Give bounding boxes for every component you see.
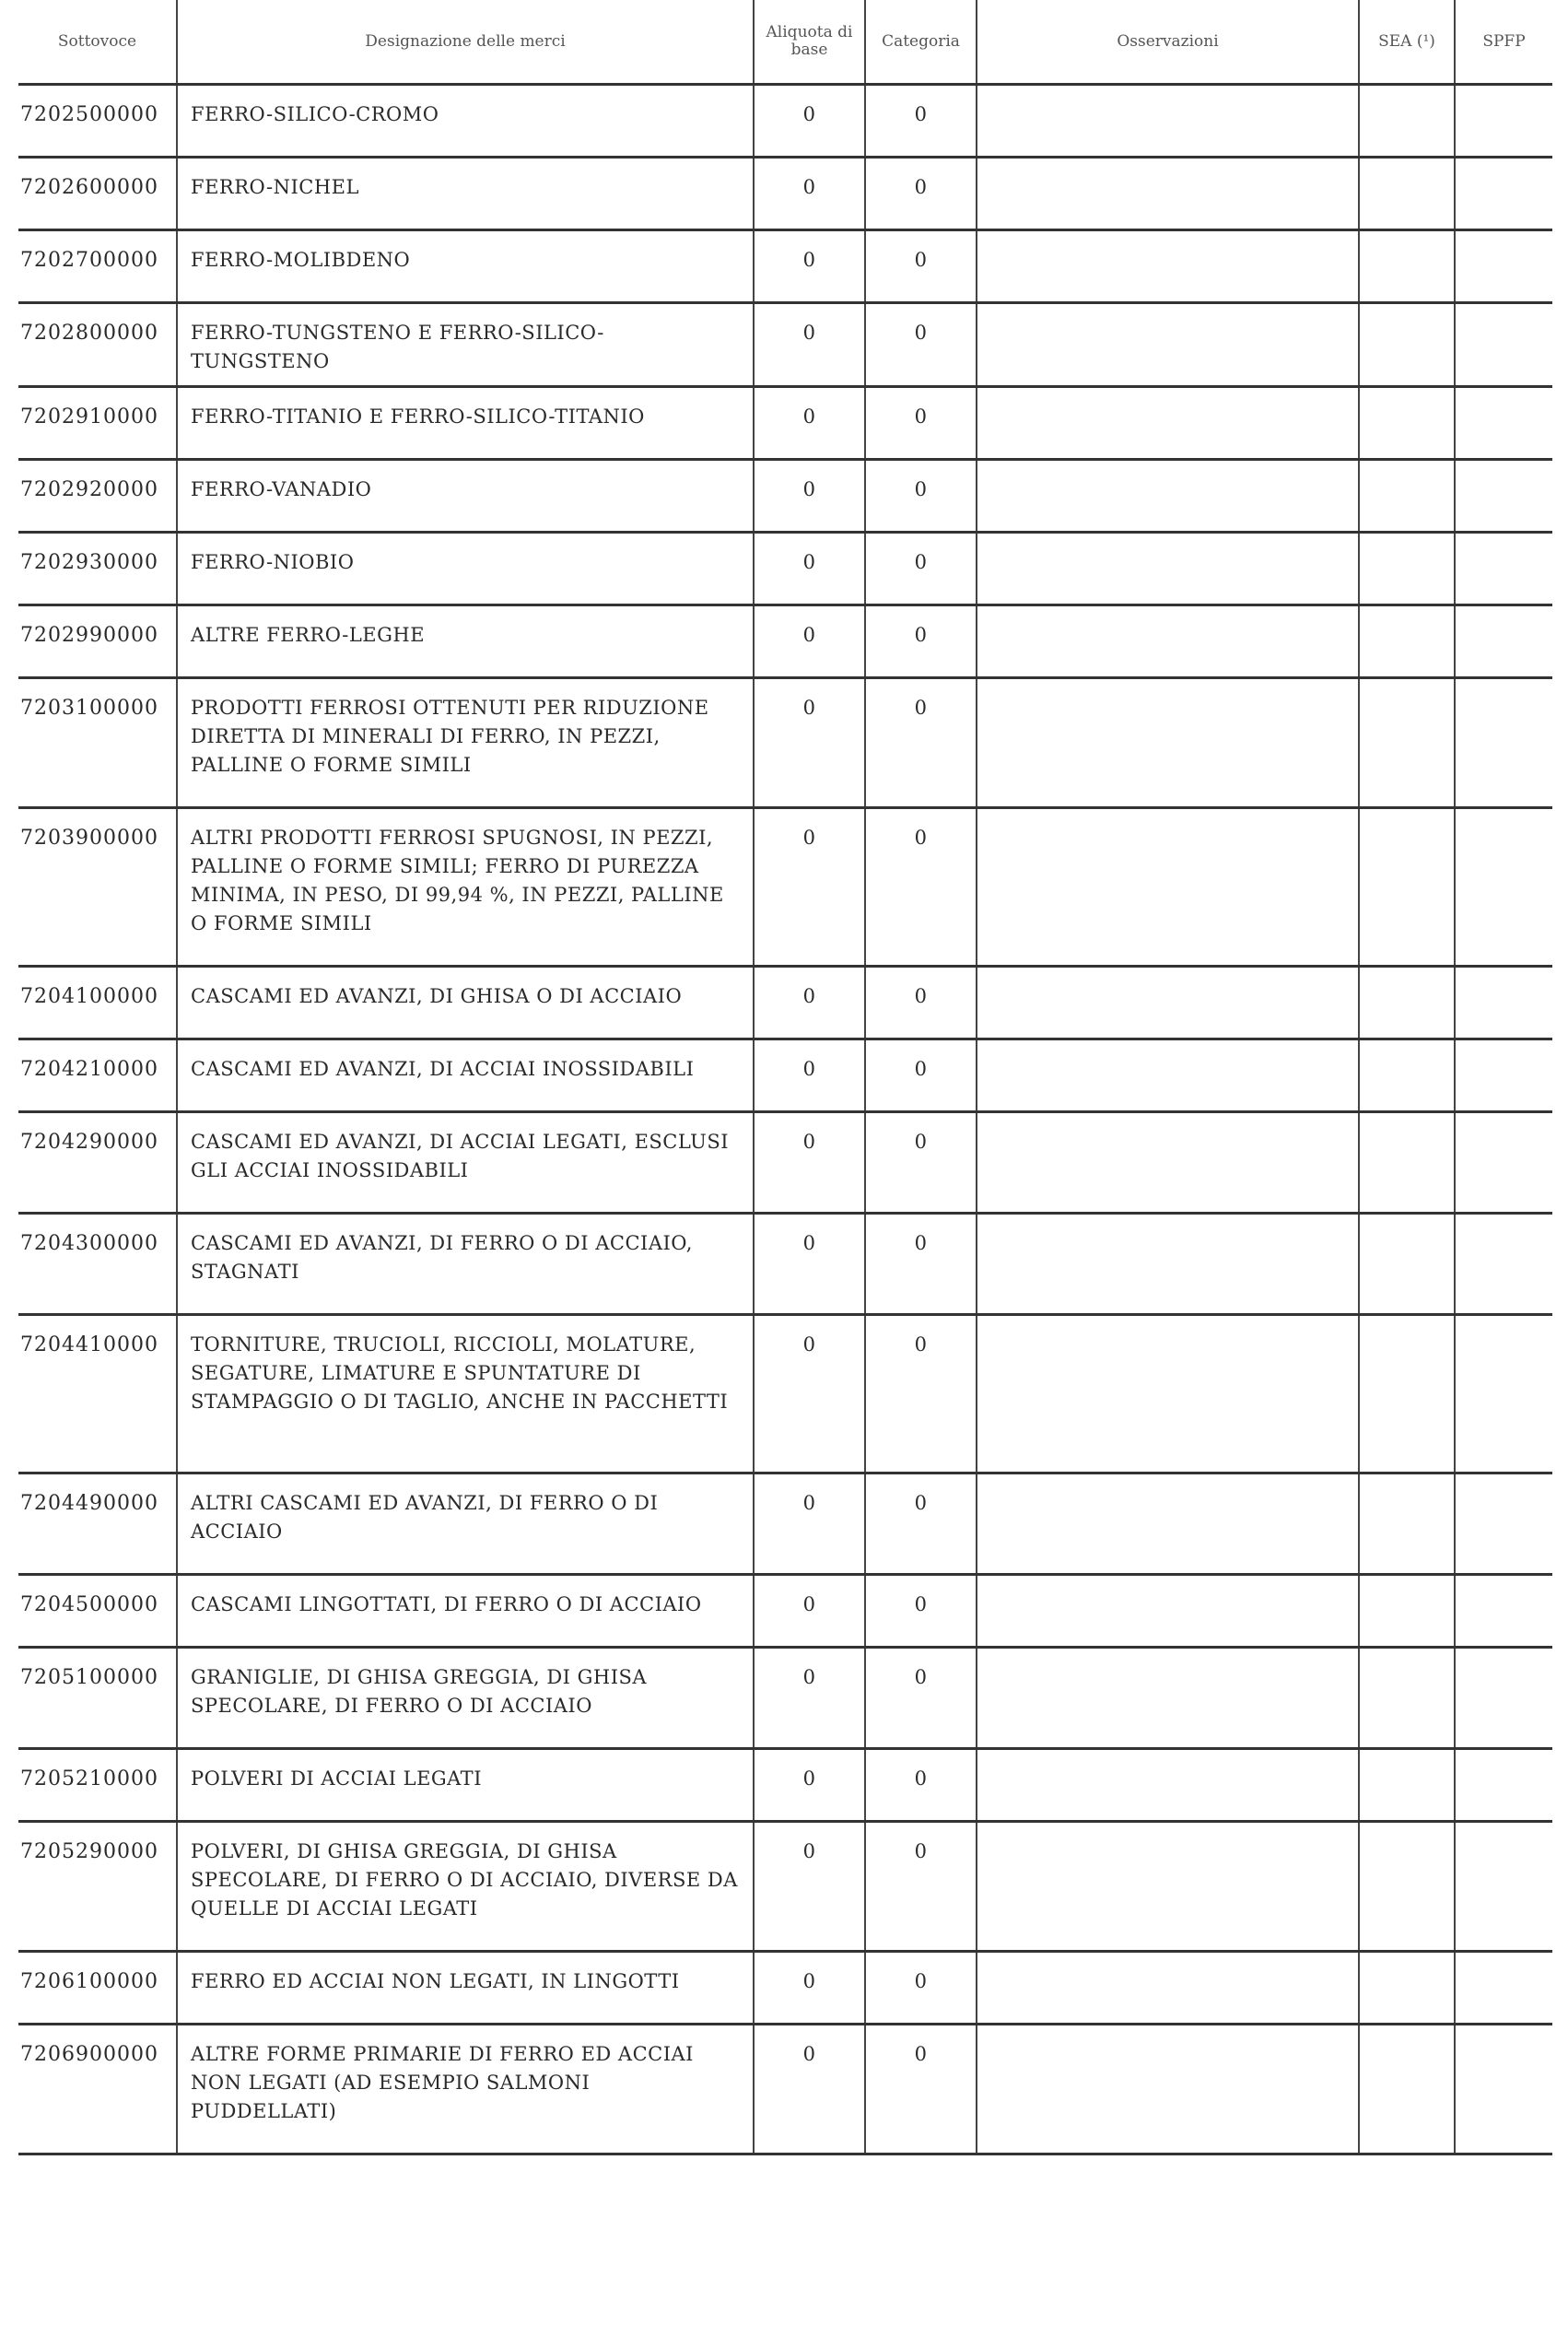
cell-spfp (1455, 1112, 1552, 1214)
cell-spfp (1455, 1575, 1552, 1648)
cell-code: 7204490000 (18, 1473, 177, 1575)
cell-category: 0 (865, 2025, 977, 2154)
cell-code: 7206100000 (18, 1952, 177, 2025)
cell-base-rate: 0 (754, 1575, 865, 1648)
cell-sea (1359, 605, 1455, 678)
cell-base-rate: 0 (754, 808, 865, 967)
cell-code: 7204100000 (18, 967, 177, 1039)
cell-category: 0 (865, 303, 977, 387)
cell-code: 7202600000 (18, 158, 177, 230)
cell-spfp (1455, 1039, 1552, 1112)
table-row (18, 678, 1552, 808)
header-description: Designazione delle merci (177, 0, 754, 85)
cell-code: 7204210000 (18, 1039, 177, 1112)
cell-spfp (1455, 1214, 1552, 1315)
cell-description: FERRO ED ACCIAI NON LEGATI, IN LINGOTTI (177, 1952, 754, 2025)
cell-sea (1359, 85, 1455, 158)
cell-base-rate: 0 (754, 533, 865, 605)
cell-category: 0 (865, 533, 977, 605)
cell-description: CASCAMI ED AVANZI, DI ACCIAI INOSSIDABILI (177, 1039, 754, 1112)
cell-category: 0 (865, 1575, 977, 1648)
cell-category: 0 (865, 1473, 977, 1575)
cell-category: 0 (865, 1315, 977, 1473)
cell-category: 0 (865, 678, 977, 808)
cell-spfp (1455, 2025, 1552, 2154)
cell-category: 0 (865, 85, 977, 158)
cell-base-rate: 0 (754, 1112, 865, 1214)
cell-category: 0 (865, 808, 977, 967)
cell-sea (1359, 460, 1455, 533)
cell-category: 0 (865, 605, 977, 678)
cell-code: 7206900000 (18, 2025, 177, 2154)
table-row (18, 967, 1552, 1039)
cell-code: 7202910000 (18, 387, 177, 460)
cell-base-rate: 0 (754, 303, 865, 387)
cell-category: 0 (865, 1822, 977, 1952)
cell-remarks (977, 1822, 1359, 1952)
cell-category: 0 (865, 1214, 977, 1315)
cell-spfp (1455, 230, 1552, 303)
cell-category: 0 (865, 967, 977, 1039)
cell-spfp (1455, 1473, 1552, 1575)
table-row (18, 158, 1552, 230)
cell-base-rate: 0 (754, 230, 865, 303)
cell-spfp (1455, 303, 1552, 387)
cell-remarks (977, 1473, 1359, 1575)
cell-category: 0 (865, 460, 977, 533)
cell-base-rate: 0 (754, 1648, 865, 1749)
cell-spfp (1455, 1822, 1552, 1952)
cell-category: 0 (865, 1749, 977, 1822)
cell-remarks (977, 460, 1359, 533)
cell-base-rate: 0 (754, 460, 865, 533)
cell-description: GRANIGLIE, DI GHISA GREGGIA, DI GHISA SPECOLARE, DI FERRO O DI ACCIAIO (177, 1648, 754, 1749)
cell-sea (1359, 1112, 1455, 1214)
cell-code: 7202500000 (18, 85, 177, 158)
cell-remarks (977, 2025, 1359, 2154)
cell-remarks (977, 1315, 1359, 1473)
table-row (18, 1473, 1552, 1575)
tariff-table (18, 0, 1552, 2155)
cell-remarks (977, 158, 1359, 230)
cell-description: ALTRI CASCAMI ED AVANZI, DI FERRO O DI ACCIAIO (177, 1473, 754, 1575)
cell-base-rate: 0 (754, 158, 865, 230)
table-row (18, 85, 1552, 158)
cell-remarks (977, 1648, 1359, 1749)
cell-description: ALTRI PRODOTTI FERROSI SPUGNOSI, IN PEZZI, PALLINE O FORME SIMILI; FERRO DI PUREZZA MINIMA, IN PESO, DI 99,94 %, IN PEZZI, PALLINE O FORME SIMILI (177, 808, 754, 967)
cell-code: 7204500000 (18, 1575, 177, 1648)
cell-base-rate: 0 (754, 1214, 865, 1315)
table-row (18, 387, 1552, 460)
table-row (18, 2025, 1552, 2154)
cell-base-rate: 0 (754, 1952, 865, 2025)
cell-sea (1359, 387, 1455, 460)
header-remarks: Osservazioni (977, 0, 1359, 85)
cell-sea (1359, 967, 1455, 1039)
table-row (18, 303, 1552, 387)
cell-base-rate: 0 (754, 1749, 865, 1822)
cell-spfp (1455, 1648, 1552, 1749)
cell-sea (1359, 678, 1455, 808)
cell-remarks (977, 1749, 1359, 1822)
cell-category: 0 (865, 230, 977, 303)
table-row (18, 1575, 1552, 1648)
cell-spfp (1455, 605, 1552, 678)
cell-base-rate: 0 (754, 1315, 865, 1473)
cell-category: 0 (865, 1952, 977, 2025)
cell-remarks (977, 303, 1359, 387)
cell-category: 0 (865, 158, 977, 230)
cell-base-rate: 0 (754, 1039, 865, 1112)
cell-base-rate: 0 (754, 85, 865, 158)
cell-sea (1359, 1822, 1455, 1952)
cell-description: FERRO-NIOBIO (177, 533, 754, 605)
cell-code: 7202700000 (18, 230, 177, 303)
cell-description: TORNITURE, TRUCIOLI, RICCIOLI, MOLATURE, SEGATURE, LIMATURE E SPUNTATURE DI STAMPAGGIO O DI TAGLIO, ANCHE IN PACCHETTI (177, 1315, 754, 1473)
table-row (18, 533, 1552, 605)
cell-spfp (1455, 158, 1552, 230)
cell-description: FERRO-VANADIO (177, 460, 754, 533)
cell-sea (1359, 1214, 1455, 1315)
cell-remarks (977, 678, 1359, 808)
cell-description: ALTRE FERRO-LEGHE (177, 605, 754, 678)
table-row (18, 1315, 1552, 1473)
cell-remarks (977, 533, 1359, 605)
cell-code: 7205290000 (18, 1822, 177, 1952)
cell-code: 7203100000 (18, 678, 177, 808)
table-row (18, 808, 1552, 967)
cell-remarks (977, 387, 1359, 460)
cell-spfp (1455, 460, 1552, 533)
cell-description: FERRO-SILICO-CROMO (177, 85, 754, 158)
cell-remarks (977, 967, 1359, 1039)
table-row (18, 1822, 1552, 1952)
table-row (18, 1214, 1552, 1315)
cell-remarks (977, 1952, 1359, 2025)
cell-description: FERRO-TUNGSTENO E FERRO-SILICO-TUNGSTENO (177, 303, 754, 387)
cell-spfp (1455, 967, 1552, 1039)
table-row (18, 1039, 1552, 1112)
table-row (18, 230, 1552, 303)
cell-sea (1359, 1039, 1455, 1112)
cell-base-rate: 0 (754, 967, 865, 1039)
cell-sea (1359, 1952, 1455, 2025)
cell-spfp (1455, 387, 1552, 460)
cell-description: FERRO-TITANIO E FERRO-SILICO-TITANIO (177, 387, 754, 460)
cell-sea (1359, 1315, 1455, 1473)
table-row (18, 460, 1552, 533)
cell-sea (1359, 533, 1455, 605)
cell-code: 7202800000 (18, 303, 177, 387)
cell-code: 7204300000 (18, 1214, 177, 1315)
table-row (18, 1648, 1552, 1749)
cell-spfp (1455, 1315, 1552, 1473)
cell-sea (1359, 808, 1455, 967)
cell-sea (1359, 230, 1455, 303)
cell-base-rate: 0 (754, 1822, 865, 1952)
cell-description: POLVERI, DI GHISA GREGGIA, DI GHISA SPECOLARE, DI FERRO O DI ACCIAIO, DIVERSE DA QUELLE DI ACCIAI LEGATI (177, 1822, 754, 1952)
header-base-rate: Aliquota di base (754, 0, 865, 85)
cell-code: 7202920000 (18, 460, 177, 533)
cell-description: ALTRE FORME PRIMARIE DI FERRO ED ACCIAI NON LEGATI (AD ESEMPIO SALMONI PUDDELLATI) (177, 2025, 754, 2154)
cell-base-rate: 0 (754, 678, 865, 808)
cell-remarks (977, 230, 1359, 303)
cell-code: 7203900000 (18, 808, 177, 967)
cell-sea (1359, 158, 1455, 230)
cell-remarks (977, 1575, 1359, 1648)
cell-description: CASCAMI ED AVANZI, DI FERRO O DI ACCIAIO, STAGNATI (177, 1214, 754, 1315)
cell-spfp (1455, 533, 1552, 605)
cell-sea (1359, 2025, 1455, 2154)
cell-base-rate: 0 (754, 605, 865, 678)
cell-sea (1359, 1749, 1455, 1822)
cell-base-rate: 0 (754, 2025, 865, 2154)
cell-remarks (977, 1112, 1359, 1214)
cell-base-rate: 0 (754, 387, 865, 460)
cell-description: FERRO-MOLIBDENO (177, 230, 754, 303)
cell-code: 7205210000 (18, 1749, 177, 1822)
cell-sea (1359, 303, 1455, 387)
cell-remarks (977, 1039, 1359, 1112)
cell-description: CASCAMI ED AVANZI, DI ACCIAI LEGATI, ESCLUSI GLI ACCIAI INOSSIDABILI (177, 1112, 754, 1214)
document-page (18, 0, 1552, 2155)
cell-spfp (1455, 1749, 1552, 1822)
header-row (18, 0, 1552, 85)
cell-spfp (1455, 1952, 1552, 2025)
header-sea: SEA (¹) (1359, 0, 1455, 85)
table-row (18, 605, 1552, 678)
cell-description: CASCAMI ED AVANZI, DI GHISA O DI ACCIAIO (177, 967, 754, 1039)
cell-code: 7204410000 (18, 1315, 177, 1473)
cell-description: PRODOTTI FERROSI OTTENUTI PER RIDUZIONE DIRETTA DI MINERALI DI FERRO, IN PEZZI, PALLINE O FORME SIMILI (177, 678, 754, 808)
cell-spfp (1455, 808, 1552, 967)
cell-spfp (1455, 678, 1552, 808)
header-category: Categoria (865, 0, 977, 85)
cell-description: FERRO-NICHEL (177, 158, 754, 230)
cell-category: 0 (865, 387, 977, 460)
cell-remarks (977, 605, 1359, 678)
cell-code: 7202990000 (18, 605, 177, 678)
header-code: Sottovoce (18, 0, 177, 85)
cell-code: 7205100000 (18, 1648, 177, 1749)
cell-code: 7202930000 (18, 533, 177, 605)
cell-category: 0 (865, 1648, 977, 1749)
cell-remarks (977, 85, 1359, 158)
cell-sea (1359, 1473, 1455, 1575)
cell-category: 0 (865, 1039, 977, 1112)
cell-sea (1359, 1648, 1455, 1749)
cell-description: CASCAMI LINGOTTATI, DI FERRO O DI ACCIAIO (177, 1575, 754, 1648)
table-row (18, 1749, 1552, 1822)
table-row (18, 1952, 1552, 2025)
cell-description: POLVERI DI ACCIAI LEGATI (177, 1749, 754, 1822)
header-spfp: SPFP (1455, 0, 1552, 85)
cell-spfp (1455, 85, 1552, 158)
cell-remarks (977, 808, 1359, 967)
cell-base-rate: 0 (754, 1473, 865, 1575)
cell-code: 7204290000 (18, 1112, 177, 1214)
cell-category: 0 (865, 1112, 977, 1214)
cell-remarks (977, 1214, 1359, 1315)
cell-sea (1359, 1575, 1455, 1648)
table-row (18, 1112, 1552, 1214)
